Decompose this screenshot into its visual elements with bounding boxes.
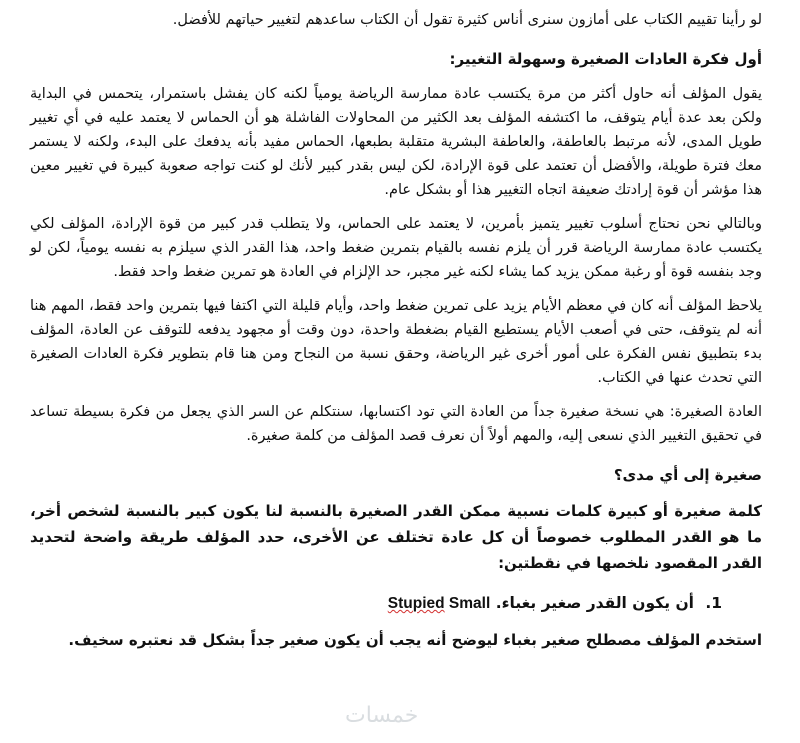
paragraph-motivation: يقول المؤلف أنه حاول أكثر من مرة يكتسب عادة ممارسة الرياضة يومياً لكنه كان يفشل باستمرار، يتحمس في البداية ولكن بعد عدة أيام يتوقف، ما اكتشفه المؤلف بعد الكثير من المحاولات الفاشلة هو أن الحماس لا يعتمد عليه في أي تغيير طويل المدى، لأنه مرتبط بالعاطفة، والعاطفة البشرية متقلبة بطبعها، الحماس مفيد بأنه يدفعك على البدء، ولكنه لا يستمر معك فترة طويلة، والأفضل أن تعتمد على قوة الإرادة، لكن ليس بقدر كبير لأنك لو كنت تواجه صعوبة كبيرة في تغيير معين هذا مؤشر أن قوة إرادتك ضعيفة اتجاه التغيير هذا أو بشكل عام. xyxy=(30,86,762,198)
misspelled-word: Stupied xyxy=(387,595,445,612)
paragraph-one-pushup: وبالتالي نحن نحتاج أسلوب تغيير يتميز بأمرين، لا يعتمد على الحماس، ولا يتطلب قدر كبير من قوة الإرادة، المؤلف لكي يكتسب عادة ممارسة الرياضة قرر أن يلزم نفسه بالقيام بتمرين ضغط واحد، هذا القدر الذي سيلزم به نفسه يومياً، لكن لو وجد بنفسه قوة أو رغبة ممكن يزيد كما يشاء لكنه غير مجبر، حد الإلزام في العادة هو تمرين ضغط واحد فقط. xyxy=(30,216,762,280)
list-item-english-word: Small xyxy=(448,595,491,612)
paragraph-relative-size: كلمة صغيرة أو كبيرة كلمات نسبية ممكن القدر الصغيرة بالنسبة لنا يكون كبير بالنسبة لشخص أخر، ما هو القدر المطلوب خصوصاً أن كل عادة تختلف عن الأخرى، حدد المؤلف طريقة واضحة لتحديد القدر المقصود نلخصها في نقطتين: xyxy=(30,502,762,572)
section-heading-how-small: صغيرة إلى أي مدى؟ xyxy=(613,466,762,484)
watermark-logo: خمسات xyxy=(345,703,419,728)
paragraph-small-habit-definition: العادة الصغيرة: هي نسخة صغيرة جداً من العادة التي تود اكتسابها، سنتكلم عن السر الذي يجعل من فكرة بسيطة تساعد في تحقيق التغيير الذي نسعى إليه، والمهم أولاً أن نعرف قصد المؤلف من كلمة صغيرة. xyxy=(30,404,762,444)
list-item-english xyxy=(388,595,491,612)
intro-paragraph: لو رأينا تقييم الكتاب على أمازون سنرى أناس كثيرة تقول أن الكتاب ساعدهم لتغيير حياتهم للأفضل. xyxy=(172,12,762,28)
paragraph-observation: يلاحظ المؤلف أنه كان في معظم الأيام يزيد على تمرين ضغط واحد، وأيام قليلة التي اكتفا فيها بتمرين واحد فقط، المهم هنا أنه لم يتوقف، حتى في أصعب الأيام يستطيع القيام بضغطة واحدة، دون وقت أو مجهود يدفعه للتوقف عن العادة، المؤلف بدء بتطبيق نفس الفكرة على أمور أخرى غير الرياضة، وحقق نسبة من النجاح ومن هنا قام بتطوير فكرة العادات الصغيرة التي تحدث عنها في الكتاب. xyxy=(30,298,762,386)
section-heading-small-habits: أول فكرة العادات الصغيرة وسهولة التغيير: xyxy=(449,50,762,68)
paragraph-stupid-small: استخدم المؤلف مصطلح صغير بغباء ليوضح أنه يجب أن يكون صغير جداً بشكل قد نعتبره سخيف. xyxy=(68,631,762,649)
numbered-list-item xyxy=(30,590,762,617)
list-item-arabic: أن يكون القدر صغير بغباء. xyxy=(495,594,694,612)
list-number: 1. xyxy=(705,594,722,612)
list-item-text xyxy=(388,590,694,617)
